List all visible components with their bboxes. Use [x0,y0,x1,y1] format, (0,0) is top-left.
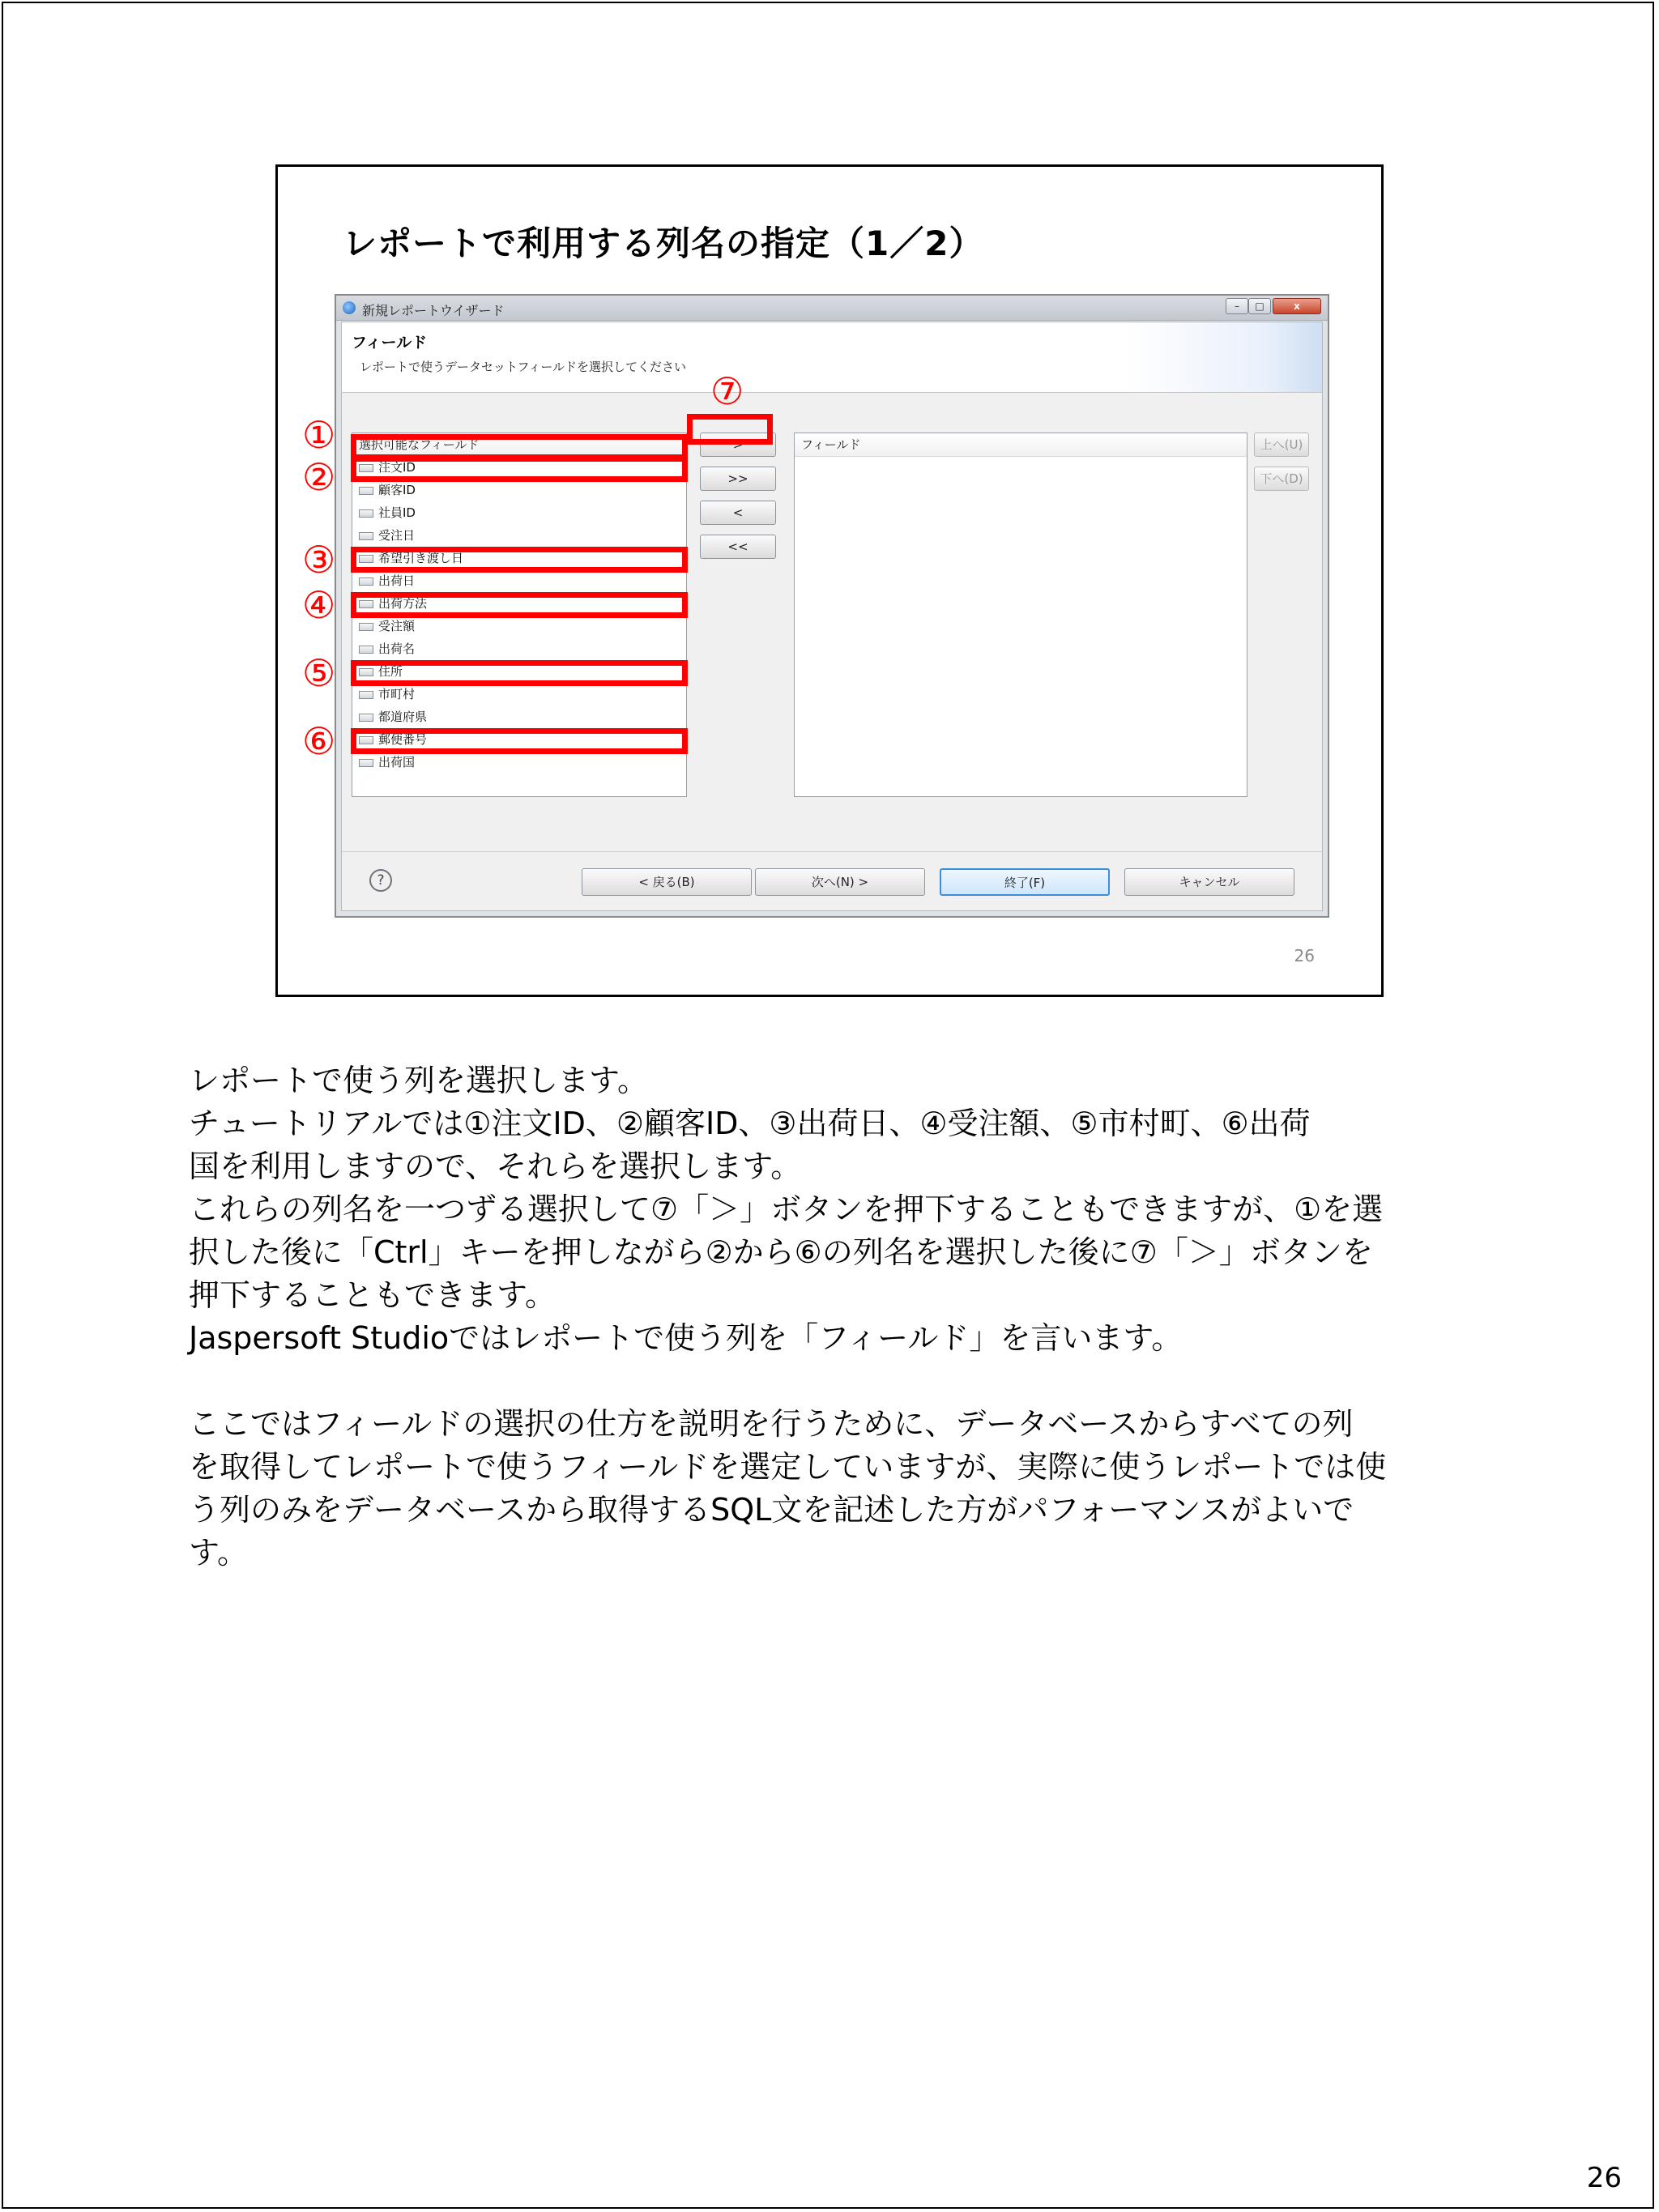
close-button[interactable]: x [1273,298,1321,314]
cancel-button[interactable]: キャンセル [1124,868,1294,896]
window-title: 新規レポートウイザード [362,303,505,318]
field-item-requested-delivery[interactable]: 希望引き渡し日 [352,547,686,569]
notes-line: 択した後に「Ctrl」キーを押しながら②から⑥の列名を選択した後に⑦「＞」ボタンを [189,1234,1373,1270]
field-item-employee-id[interactable]: 社員ID [352,501,686,524]
field-item-city[interactable]: 市町村 [352,683,686,705]
field-icon [359,646,373,654]
field-item-address[interactable]: 住所 [352,660,686,683]
app-icon [343,301,356,314]
field-icon [359,714,373,722]
field-icon [359,487,373,495]
notes-line: を取得してレポートで使うフィールドを選定していますが、実際に使うレポートでは使 [189,1449,1387,1485]
marker-6: ⑥ [302,719,336,763]
field-item-ship-country[interactable]: 出荷国 [352,751,686,774]
field-item-order-date[interactable]: 受注日 [352,524,686,547]
marker-3: ③ [302,538,336,582]
selected-fields-header: フィールド [795,433,1247,457]
notes-line: す。 [189,1535,248,1571]
add-all-button[interactable]: >> [700,467,776,491]
wizard-header-subtitle: レポートで使うデータセットフィールドを選択してください [360,360,687,374]
notes-text [189,1059,1501,1575]
highlight-order-amount [351,592,688,618]
slide [275,164,1384,997]
highlight-city [351,660,688,686]
field-item-ship-name[interactable]: 出荷名 [352,637,686,660]
marker-1: ① [302,413,336,457]
remove-all-button[interactable]: << [700,535,776,559]
remove-selected-button[interactable]: < [700,501,776,525]
notes-line: レポートで使う列を選択します。 [189,1063,648,1098]
add-selected-button[interactable]: > [700,433,776,457]
field-item-order-amount[interactable]: 受注額 [352,615,686,637]
notes-line: これらの列名を一つずる選択して⑦「＞」ボタンを押下することもできますが、①を選 [189,1191,1384,1227]
next-button[interactable]: 次へ(N) > [755,868,925,896]
maximize-button[interactable]: □ [1248,298,1271,314]
field-icon [359,623,373,631]
page-number: 26 [1586,2162,1622,2194]
field-item-postal-code[interactable]: 郵便番号 [352,728,686,751]
field-icon [359,509,373,518]
minimize-button[interactable]: – [1226,298,1248,314]
marker-5: ⑤ [302,651,336,695]
notes-line: う列のみをデータベースから取得するSQL文を記述した方がパフォーマンスがよいで [189,1492,1354,1528]
field-icon [359,691,373,699]
notes-line: 国を利用しますので、それらを選択します。 [189,1149,802,1184]
field-item-ship-date[interactable]: 出荷日 [352,569,686,592]
slide-title: レポートで利用する列名の指定（1／2） [343,224,984,263]
help-icon[interactable]: ? [369,869,392,892]
back-button[interactable]: < 戻る(B) [582,868,752,896]
notes-line: Jaspersoft Studioではレポートで使う列を「フィールド」を言います。 [189,1320,1183,1356]
move-up-button[interactable]: 上へ(U) [1254,433,1309,457]
selected-fields-list[interactable] [794,433,1247,797]
field-icon [359,759,373,767]
window-titlebar [336,296,1328,321]
notes-line: 押下することもできます。 [189,1277,556,1313]
highlight-add-selected-button [687,414,773,445]
field-icon [359,578,373,586]
notes-line: ここではフィールドの選択の仕方を説明を行うために、データベースからすべての列 [189,1406,1354,1442]
wizard-header [342,322,1322,393]
marker-7: ⑦ [710,369,744,413]
marker-2: ② [302,455,336,499]
slide-page-number: 26 [1294,946,1315,965]
move-down-button[interactable]: 下へ(D) [1254,467,1309,491]
field-item-prefecture[interactable]: 都道府県 [352,705,686,728]
highlight-ship-date [351,547,688,573]
field-item-ship-method[interactable]: 出荷方法 [352,592,686,615]
highlight-ship-country [351,728,688,754]
field-item-customer-id[interactable]: 顧客ID [352,479,686,501]
available-fields-header: 選択可能なフィールド [352,433,686,457]
finish-button[interactable]: 終了(F) [940,868,1110,896]
wizard-footer [342,851,1322,910]
field-item-order-id[interactable]: 注文ID [352,456,686,479]
wizard-header-title: フィールド [352,334,428,352]
field-icon [359,532,373,540]
notes-line: チュートリアルでは①注文ID、②顧客ID、③出荷日、④受注額、⑤市村町、⑥出荷 [189,1106,1311,1141]
highlight-customer-id [351,456,688,482]
marker-4: ④ [302,583,336,627]
